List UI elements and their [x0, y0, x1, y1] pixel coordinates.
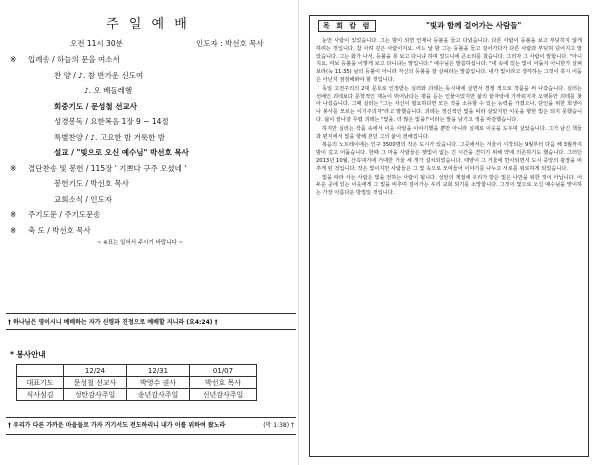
service-section-title: * 봉사안내 — [10, 350, 46, 359]
page-divider — [298, 0, 299, 465]
order-item: ※ 주기도문 / 주기도문송 — [10, 210, 101, 219]
column-article — [316, 38, 582, 199]
order-item: ※ 결단찬송 및 봉헌 / 115장 ' 기쁘다 구주 오셨네 ' — [10, 163, 187, 173]
order-item: 찬 양 / ♪. 참 반가운 신도여 — [54, 70, 144, 80]
order-item: 특별찬양 / ♪. 고요한 밤 거룩한 밤 — [54, 132, 165, 142]
service-duty-table — [16, 364, 257, 401]
order-item: 봉헌기도 / 박선호 목사 — [54, 179, 129, 188]
order-item: 교회소식 / 인도자 — [54, 194, 113, 204]
scripture-verse: † 하나님은 영이시니 예배하는 자가 신령과 진정으로 예배할 지니라 (요4:24) † — [6, 313, 296, 330]
order-item: 성경봉독 / 요한복음 1장 9 ~ 14절 — [54, 117, 169, 126]
worship-order-page — [0, 0, 296, 465]
article-paragraph: 독일 고전주의의 2대 문호로 인정받는 실러와 괴테는 동시대에 살면서 경쟁 적으로 작품을 써 나갔습니다. 실러는 선배인 괴테보다 문학적인 재능이 뛰어났다는 평을 듣는 인물이었지만 삶의 끝자락에 가까워지자 오랫동안 괴테를 찾아 나섰습니다. 그때 실러는 "그는 자신이 필요하다면 모든 것을 소유할 수 있는 능력을 가졌으나, 단인을 위한 희생이나 봉사를 모르는 이기주의자"라고 말했습니다. 괴테는 정신적인 빛을 따라 살았지만 이웃을 향한 빛은 되지 못했습니다. 삶이 끝나갈 무렵 괴테는 "빛을, 더 많은 빛을!"이라는 말을 남기고 생을 마감했습니다. — [316, 85, 582, 123]
order-item: ♪. 오 베들레헴 — [84, 86, 133, 95]
standing-note: ~ ※표는 일어서 주시기 바랍니다 ~ — [96, 240, 184, 246]
service-time: 오전 11시 30분 — [70, 39, 123, 48]
page-title: 주 일 예 배 — [106, 17, 190, 32]
order-item: ※ 입례송 / 하늘의 문을 여소서 — [10, 55, 120, 64]
article-paragraph: 빛을 따라 사는 사람은 빛을 전하는 사람이 됩니다. 성탄의 계절에 우리가 받은 빛은 나만을 위한 것이 아닙니다. 어두운 곳에 있는 이웃에게 그 빛을 비추며 걸어가는 우리 교회 되기를 소망합니다. 그것이 빛으로 오신 예수님을 맞이하는 가장 아름다운 방법일 것입니다. — [316, 174, 582, 197]
pastor-column-box — [309, 15, 589, 457]
article-paragraph: 복음의 노트레이에는 인구 3500명의 작은 도시가 있습니다. 그곳에서는 겨울이 시작되는 9월부터 다음 해 3월까지 밤이 길고 어둡습니다. 한때 그 마을 사람들은 햇빛이 없는 긴 시간을 견디기 위해 약에 의존하기도 했습니다. 그러던 2013년 10월, 산꼭대기에 거대한 거울 세 개가 설치되었습니다. 태양이 그 거울에 반사되면서 도시 중앙의 광장을 비추게 된 것입니다. 작은 빛이지만 사람들은 그 빛 속으로 모여들어 이야기를 나누고 서로를 위로하게 되었습니다. — [316, 142, 582, 172]
order-item: ※ 축 도 / 박선호 목사 — [10, 225, 91, 235]
article-paragraph: 하지만 실러는 작품 속에서 이웃 사랑을 이야기했을 뿐만 아니라 실제로 이웃을 도우며 살았습니다. 그가 남긴 책들과 편지에서 빛을 향해 걷던 그의 삶이 전해집니다. — [316, 125, 582, 140]
column-header — [316, 20, 582, 32]
article-paragraph: 눈먼 사람이 있었습니다. 그는 밤이 되면 언제나 등불을 들고 다녔습니다. 다른 사람이 등불을 보고 부딪히지 않게 하려는 것입니다. 참 사려 깊은 사람이지요. 어느 날 밤 그는 등불을 들고 걸어가다가 다른 사람과 부딪혀 넘어지고 말았습니다. 그는 화가 나서, 등불을 못 보고 다니냐 하며 엎드니에 큰소리를 쳤습니다. 그러자 그 사람이 말합니다. "아니지요, 여보 등불을 이렇게 보고 다니냐는 말입니다." 예수님은 말씀하십니다. "네 속에 있는 빛이 어둡지 아니한가 살펴보라(눅 11:35) 남의 등불이 아니라 자신의 등불을 잘 살펴라는 말씀입니다. 내가 빛이라고 생각하는 그것이 혹시 어둠은 아닌지 점검해봐야 할 것입니다. — [316, 38, 582, 83]
order-item: 회중기도 / 문성철 선교사 — [54, 101, 138, 111]
table-row: 식사섬김 성탄감사주일 송년감사주일 신년감사주일 — [17, 389, 257, 401]
column-tag: 목 회 칼 럼 — [318, 20, 376, 32]
closing-verse: † 우리가 다른 가까운 마을들로 가자 거기서도 전도하리니 내가 이를 위하여 왔노라 (막 1:38) † — [6, 417, 296, 435]
table-row: 대표기도 문성철 선교사 박영수 권사 박선호 목사 — [17, 377, 257, 389]
table-row: 12/24 12/31 01/07 — [17, 365, 257, 377]
worship-order-list — [10, 52, 296, 246]
order-item: 설교 / "빛으로 오신 예수님" 박선호 목사 — [54, 148, 189, 157]
service-leader: 인도자 : 박선호 목사 — [196, 39, 264, 48]
verse-reference: (막 1:38) † — [263, 422, 294, 429]
column-title: "빛과 함께 걸어가는 사람들" — [426, 21, 522, 30]
